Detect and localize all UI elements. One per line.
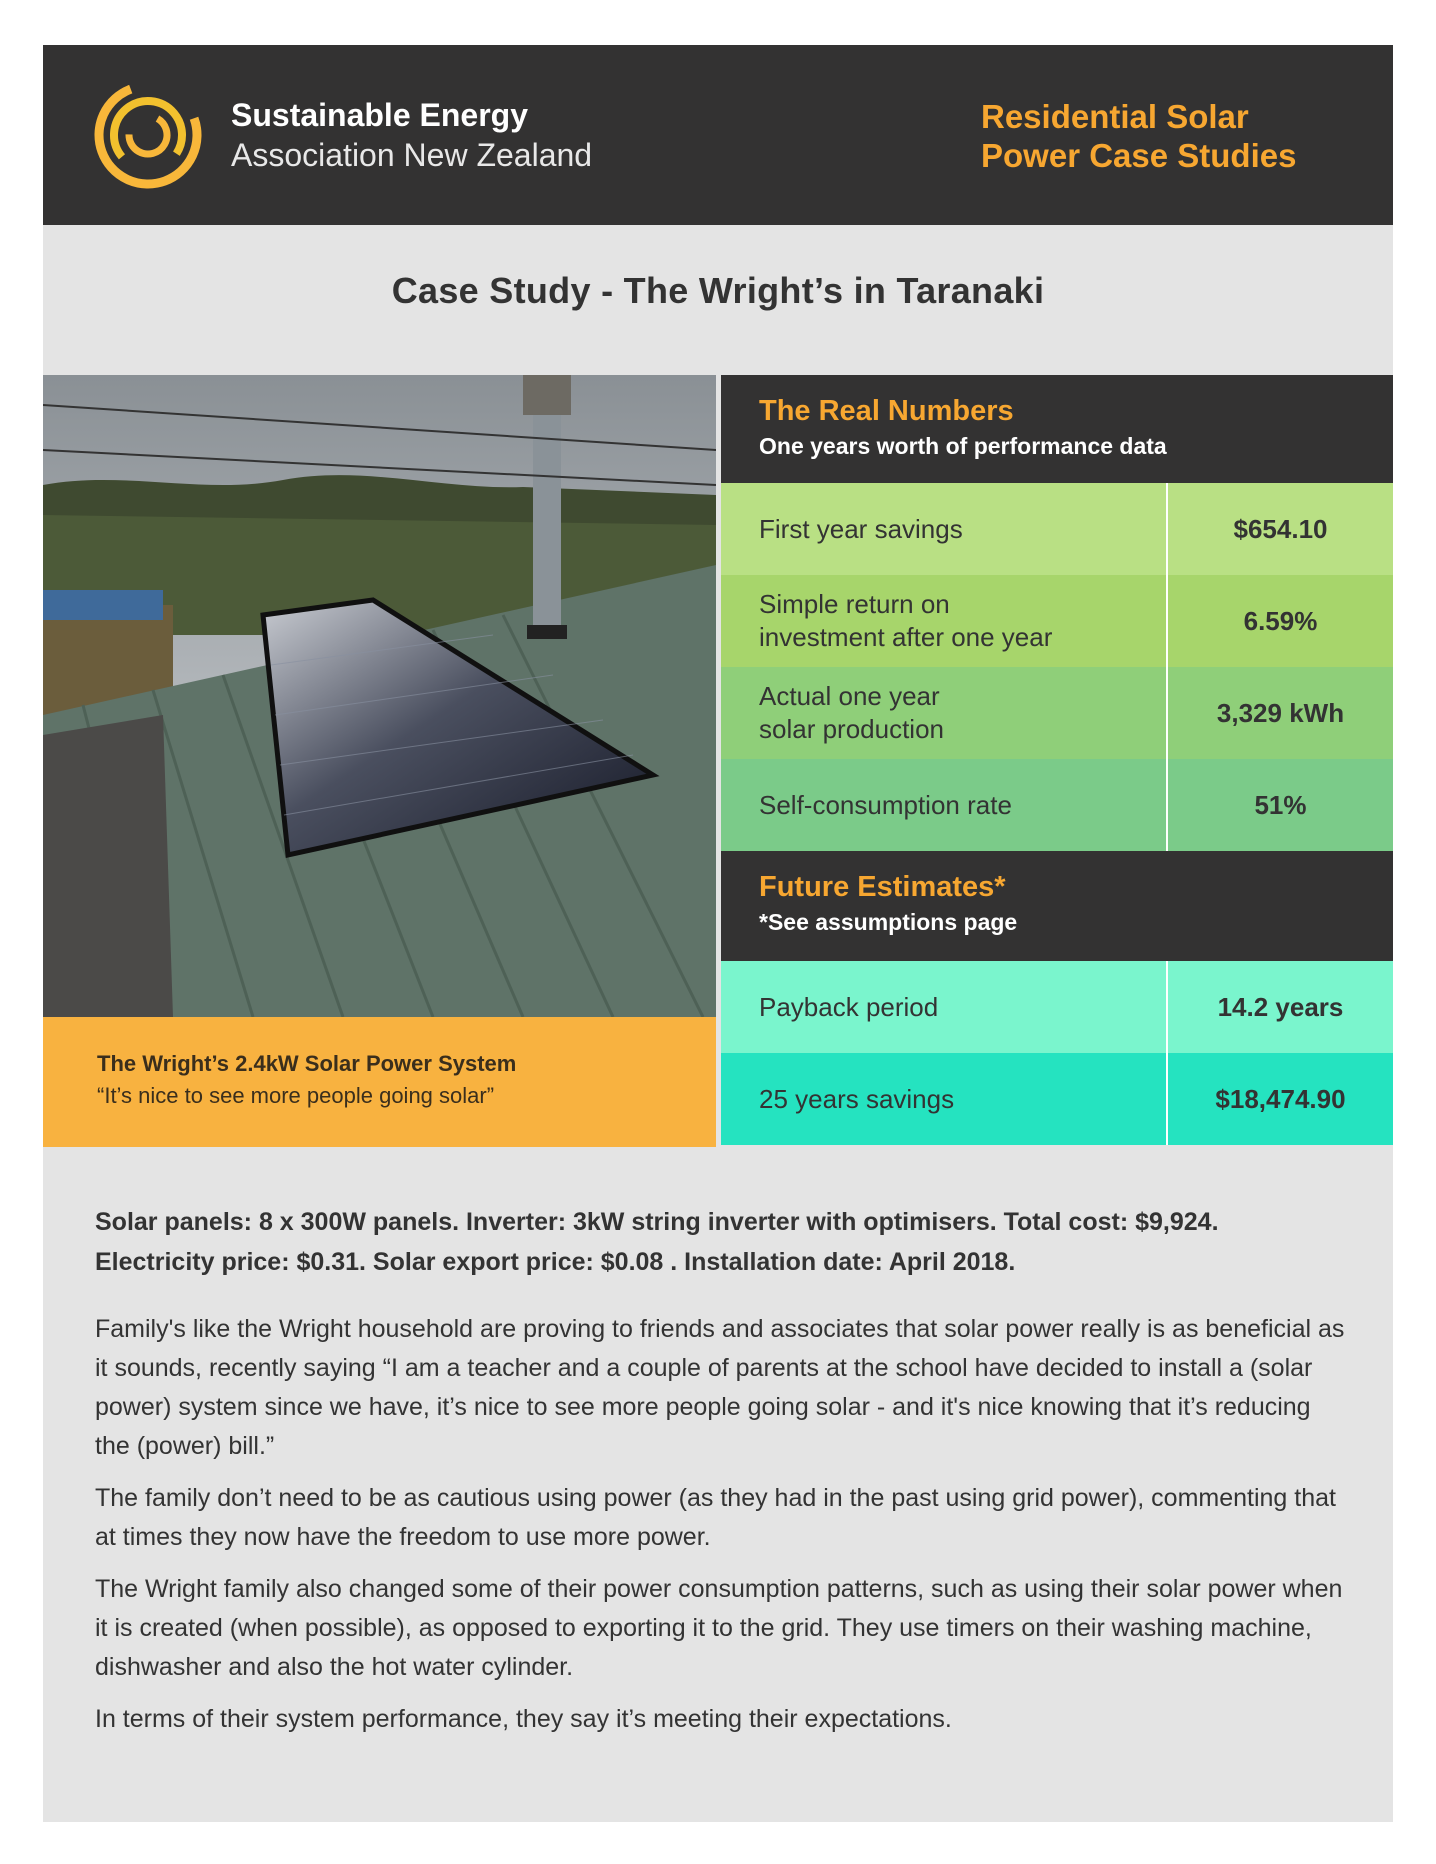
row-label: 25 years savings — [759, 1083, 955, 1114]
table-row — [721, 667, 1393, 759]
body-paragraph: The Wright family also changed some of their power consumption patterns, such as using their solar power when it is created (when possible), as opposed to exporting it to the grid. They use timers on their washing machine, dishwasher and also the hot water cylinder. — [95, 1575, 1343, 1681]
row-value: 51% — [1254, 789, 1307, 820]
page-header — [43, 45, 1393, 225]
solar-roof-photo — [43, 375, 716, 1017]
real-numbers-header — [721, 375, 1393, 483]
specs-line2: Electricity price: $0.31. Solar export price: $0.08 . Installation date: April 2018. — [95, 1248, 1016, 1276]
row-label-text: Simple return on investment after one year — [759, 589, 1053, 652]
row-value: $18,474.90 — [1215, 1083, 1346, 1114]
sun-swirl-logo-icon — [93, 80, 203, 190]
body-paragraph: The family don’t need to be as cautious using power (as they had in the past using grid power), commenting that at times they now have the freedom to use more power. — [95, 1484, 1336, 1551]
table-row — [721, 575, 1393, 667]
row-label: Payback period — [759, 991, 939, 1022]
caption-quote: “It’s nice to see more people going solar” — [97, 1083, 495, 1108]
table-row — [721, 961, 1393, 1053]
case-study-title: Case Study - The Wright’s in Taranaki — [391, 270, 1045, 311]
caption-title: The Wright’s 2.4kW Solar Power System — [97, 1051, 517, 1076]
numbers-panel — [721, 375, 1393, 1145]
real-numbers-title: The Real Numbers — [759, 395, 1014, 427]
organisation-name — [231, 95, 592, 175]
row-label-text: Actual one year solar production — [759, 681, 944, 744]
row-label — [721, 667, 1166, 759]
body-paragraph: Family's like the Wright household are proving to friends and associates that solar power really is as beneficial as it sounds, recently saying “I am a teacher and a couple of parents at the school have decided to install a (solar power) system since we have, it’s nice to see more people going solar - and it's nice knowing that it’s reducing the (power) bill.” — [95, 1315, 1345, 1460]
row-label: First year savings — [759, 513, 963, 544]
org-name-line1: Sustainable Energy — [231, 97, 528, 133]
body-paragraph: In terms of their system performance, they say it’s meeting their expectations. — [95, 1705, 952, 1733]
row-value: 14.2 years — [1217, 991, 1344, 1022]
case-study-page — [43, 45, 1393, 1822]
table-row — [721, 483, 1393, 575]
row-label: Self-consumption rate — [759, 789, 1012, 820]
series-line1: Residential Solar — [981, 98, 1249, 135]
row-value: 6.59% — [1243, 605, 1318, 636]
future-estimates-title: Future Estimates* — [759, 871, 1006, 903]
future-estimates-header — [721, 851, 1393, 961]
case-study-body — [95, 1310, 1345, 1752]
row-label — [721, 575, 1166, 667]
photo-illustration — [43, 375, 716, 1017]
document-series-title — [981, 97, 1341, 175]
row-value: $654.10 — [1233, 513, 1328, 544]
future-estimates-subtitle: *See assumptions page — [759, 909, 1018, 935]
photo-caption — [43, 1017, 716, 1147]
specs-line1: Solar panels: 8 x 300W panels. Inverter: 3kW string inverter with optimisers. Total cost: $9,924. — [95, 1208, 1219, 1236]
table-row — [721, 1053, 1393, 1145]
table-row — [721, 759, 1393, 851]
real-numbers-subtitle: One years worth of performance data — [759, 433, 1167, 459]
org-name-line2: Association New Zealand — [231, 137, 593, 173]
series-line2: Power Case Studies — [981, 137, 1297, 174]
row-value: 3,329 kWh — [1216, 697, 1345, 728]
system-specs — [95, 1202, 1345, 1282]
